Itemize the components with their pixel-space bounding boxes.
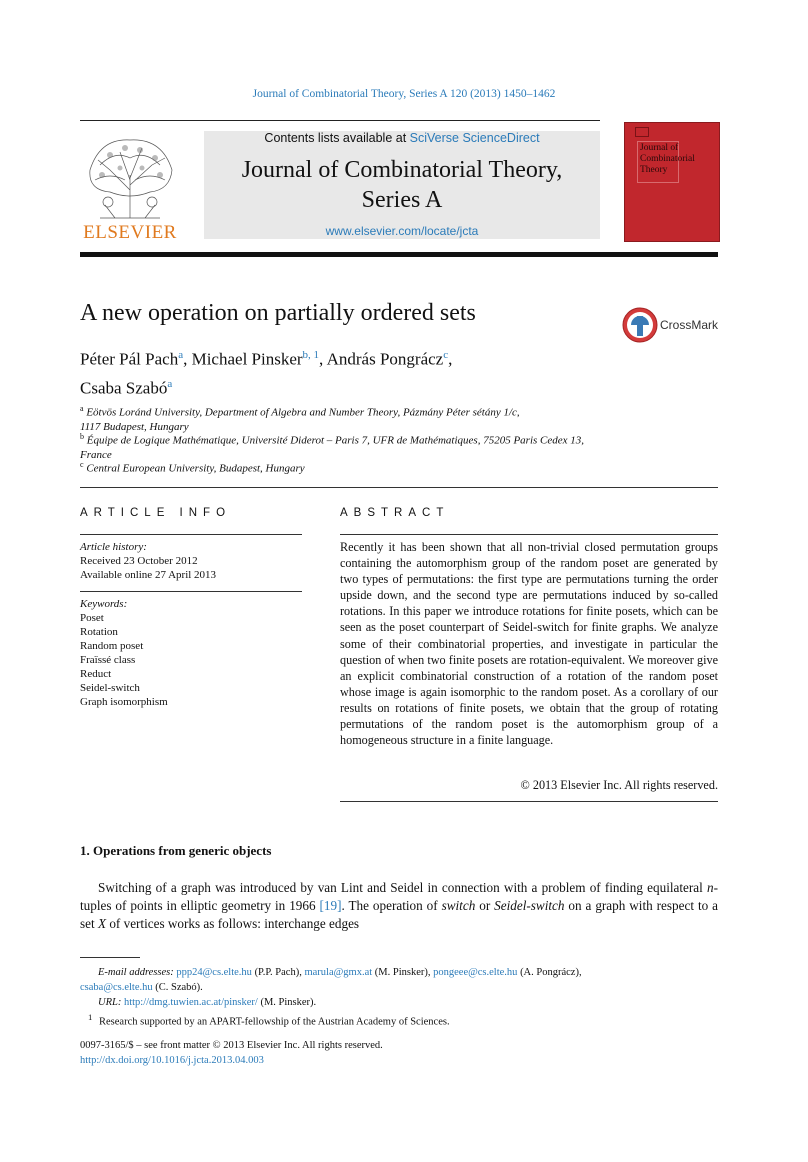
- homepage-link[interactable]: http://dmg.tuwien.ac.at/pinsker/: [123, 997, 258, 1008]
- body-text: Seidel-switch: [494, 898, 565, 913]
- contents-prefix: Contents lists available at: [264, 131, 410, 145]
- email-owner: (A. Pongrácz),: [517, 967, 582, 978]
- elsevier-logo: [80, 130, 180, 242]
- abstract-rule: [340, 534, 718, 535]
- sciencedirect-link[interactable]: SciVerse ScienceDirect: [409, 131, 540, 145]
- journal-url[interactable]: www.elsevier.com/locate/jcta: [325, 224, 479, 238]
- author-name: Péter Pál Pach: [80, 349, 179, 369]
- abstract-copyright: © 2013 Elsevier Inc. All rights reserved.: [520, 778, 718, 792]
- email-owner: (C. Szabó).: [152, 982, 203, 993]
- author-affil-mark[interactable]: b, 1: [302, 349, 320, 361]
- body-text: switch: [441, 898, 476, 913]
- author-name: András Pongrácz: [326, 349, 444, 369]
- email-owner: (M. Pinsker),: [372, 967, 434, 978]
- keyword: Graph isomorphism: [80, 696, 168, 708]
- footnote-emails: [80, 965, 718, 1030]
- abstract-text: Recently it has been shown that all non-trivial closed permutation groups containing the automorphism group of the random poset are generated by two types of permutations: the first type are permutations turning the order upside down, and the second type are permutations induced by so-called rotations. In this paper we introduce rotations for finite posets, which can be seen as the poset counterpart of Seidel-switch for finite graphs. We analyze some of their combinatorial properties, and investigate in particular the question of when two finite posets are rotation-equivalent. We moreover give an explicit combinatorial construction of a rotation of the random poset whose image is again isomorphic to the random poset. As a corollary of our results on rotations of finite posets, we obtain that the group of rotating permutations of the random poset is the automorphism group of a homogeneous structure in a finite language.: [340, 540, 718, 748]
- body-text: X: [97, 916, 107, 931]
- front-matter: [80, 1038, 718, 1068]
- available-date: Available online 27 April 2013: [80, 569, 217, 581]
- section-divider: [80, 487, 718, 488]
- body-text: or: [475, 898, 495, 913]
- body-text: -tuples of points in elliptic geometry in 1966: [80, 880, 718, 913]
- email-owner: (P.P. Pach),: [251, 967, 305, 978]
- affiliation-b: [80, 430, 640, 462]
- keyword: Fraïssé class: [80, 654, 136, 666]
- doi-link[interactable]: http://dx.doi.org/10.1016/j.jcta.2013.04.003: [80, 1055, 264, 1066]
- affiliation-c: [80, 458, 640, 476]
- journal-title: [204, 155, 600, 215]
- url-owner: (M. Pinsker).: [257, 997, 317, 1008]
- journal-cover-image: [624, 122, 720, 242]
- contents-line: [204, 131, 600, 145]
- history-label: Article history:: [80, 541, 147, 553]
- crossmark-label: CrossMark: [660, 318, 719, 332]
- section-heading: 1. Operations from generic objects: [80, 843, 272, 858]
- article-history: [80, 540, 302, 582]
- keywords-block: [80, 597, 302, 709]
- article-info-rule: [80, 534, 302, 535]
- author-name: Michael Pinsker: [191, 349, 303, 369]
- paper-title: A new operation on partially ordered sets: [80, 300, 476, 326]
- keyword: Seidel-switch: [80, 682, 140, 694]
- keywords-rule: [80, 591, 302, 592]
- body-text: . The operation of: [341, 898, 442, 913]
- keyword: Random poset: [80, 640, 144, 652]
- author-name: Csaba Szabó: [80, 378, 168, 398]
- header-top-rule: [80, 120, 600, 121]
- abstract-bottom-rule: [340, 801, 718, 802]
- email-link[interactable]: pongeee@cs.elte.hu: [433, 967, 518, 978]
- crossmark-icon: [622, 307, 658, 343]
- url-label: URL:: [98, 997, 122, 1008]
- cover-title: Journal of Combinatorial Theory: [640, 143, 695, 175]
- email-link[interactable]: marula@gmx.at: [304, 967, 373, 978]
- body-text: n: [707, 880, 714, 895]
- author-affil-mark[interactable]: a: [178, 349, 184, 361]
- abstract-heading: ABSTRACT: [340, 507, 450, 519]
- crossmark-badge[interactable]: [622, 307, 718, 343]
- publisher-name: ELSEVIER: [83, 222, 177, 243]
- keyword: Reduct: [80, 668, 112, 680]
- email-label: E-mail addresses:: [98, 967, 174, 978]
- email-link[interactable]: ppp24@cs.elte.hu: [176, 967, 252, 978]
- affiliation-mark: b: [80, 432, 84, 441]
- keyword: Rotation: [80, 626, 118, 638]
- affiliation-mark: c: [80, 460, 84, 469]
- affiliation-mark: a: [80, 404, 84, 413]
- journal-reference[interactable]: Journal of Combinatorial Theory, Series A 120 (2013) 1450–1462: [252, 88, 556, 100]
- affiliation-text: Eötvös Loránd University, Department of Algebra and Number Theory, Pázmány Péter sétány 1/c,: [86, 406, 520, 419]
- body-paragraph: [80, 879, 718, 933]
- author-separator: ,: [183, 349, 192, 369]
- email-link[interactable]: csaba@cs.elte.hu: [80, 982, 153, 993]
- affiliation-a: [80, 402, 640, 434]
- affiliation-text: Central European University, Budapest, Hungary: [86, 462, 305, 475]
- footnote-text: Research supported by an APART-fellowship of the Austrian Academy of Sciences.: [99, 1016, 450, 1028]
- issn-line: 0097-3165/$ – see front matter © 2013 Elsevier Inc. All rights reserved.: [80, 1040, 383, 1051]
- cover-logo-icon: [635, 127, 649, 137]
- body-text: of vertices works as follows: interchange edges: [106, 916, 360, 931]
- keywords-label: Keywords:: [80, 598, 128, 610]
- header-thick-rule: [80, 252, 718, 257]
- article-info-heading: ARTICLE INFO: [80, 507, 232, 519]
- citation-link[interactable]: [19]: [319, 898, 342, 913]
- affiliation-text: France: [80, 448, 112, 461]
- affiliation-text: 1117 Budapest, Hungary: [80, 420, 189, 433]
- received-date: Received 23 October 2012: [80, 555, 198, 567]
- journal-title-line1: Journal of Combinatorial Theory,: [241, 157, 563, 183]
- affiliation-text: Équipe de Logique Mathématique, Université Diderot – Paris 7, UFR de Mathématiques, 75205 Paris Cedex 13,: [86, 434, 585, 447]
- keyword: Poset: [80, 612, 104, 624]
- footnote-rule: [80, 957, 140, 958]
- body-text: Switching of a graph was introduced by van Lint and Seidel in connection with a problem of finding equilateral: [98, 880, 707, 895]
- author-affil-mark[interactable]: a: [167, 377, 173, 390]
- author-list: [80, 343, 600, 400]
- author-affil-mark[interactable]: c: [443, 349, 449, 361]
- body-text: on a graph with respect to a set: [80, 898, 718, 931]
- author-separator: ,: [448, 349, 453, 369]
- author-separator: ,: [319, 349, 327, 369]
- journal-title-line2: Series A: [361, 187, 443, 213]
- footnote-mark: 1: [88, 1012, 93, 1022]
